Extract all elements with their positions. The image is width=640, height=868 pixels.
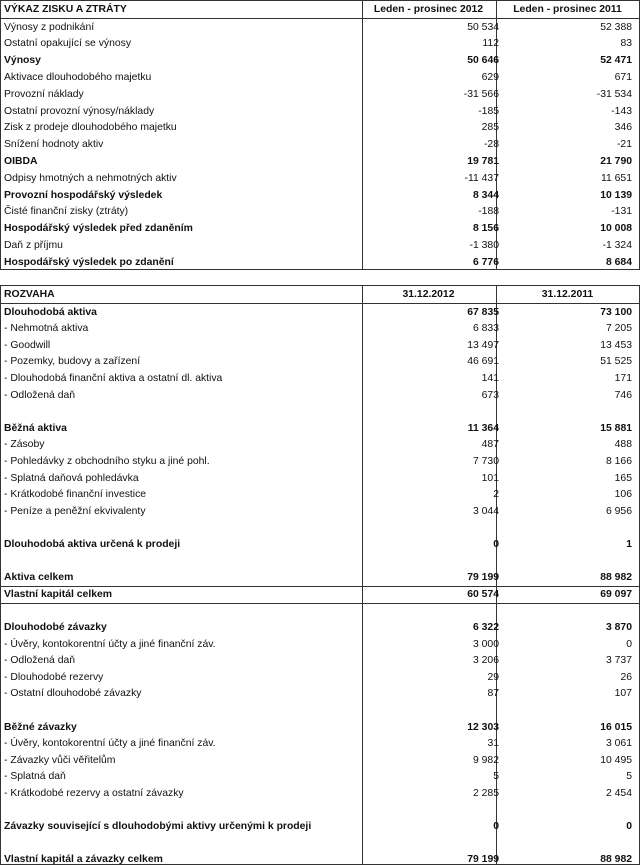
row-label: - Goodwill	[4, 339, 51, 351]
table-row	[0, 536, 640, 553]
table-row	[0, 370, 640, 387]
table-row	[0, 254, 640, 271]
income-period-2011: Leden - prosinec 2011	[513, 4, 622, 15]
row-value-2012: 5	[493, 771, 499, 783]
row-value-2012: 29	[487, 671, 499, 683]
row-label: OIBDA	[4, 155, 38, 167]
row-value-2012: 67 835	[467, 306, 499, 318]
row-value-2011: 106	[614, 489, 632, 501]
row-value-2011: 2 454	[605, 787, 632, 799]
row-label: Běžné závazky	[4, 721, 77, 733]
table-row	[0, 735, 640, 752]
row-label: - Odložená daň	[4, 389, 76, 401]
row-value-2012: 2 285	[472, 787, 499, 799]
row-value-2012: 8 156	[472, 223, 499, 235]
row-value-2011: 3 061	[605, 738, 632, 750]
table-row	[0, 553, 640, 570]
table-row	[0, 353, 640, 370]
row-value-2011: -1 324	[602, 239, 632, 251]
income-statement-header	[0, 1, 640, 19]
row-value-2012: 3 206	[472, 655, 499, 667]
row-label: Provozní hospodářský výsledek	[4, 189, 163, 201]
row-label: Ostatní provozní výnosy/náklady	[4, 105, 155, 117]
row-label: - Pozemky, budovy a zařízení	[4, 356, 141, 368]
table-row	[0, 52, 640, 69]
row-value-2011: 52 388	[600, 21, 632, 33]
row-label: - Krátkodobé rezervy a ostatní závazky	[4, 787, 184, 799]
balance-sheet-header	[0, 286, 640, 304]
table-row	[0, 486, 640, 503]
row-value-2012: 50 646	[467, 55, 499, 67]
income-statement-title: VÝKAZ ZISKU A ZTRÁTY	[4, 4, 127, 15]
table-row	[0, 619, 640, 636]
row-value-2011: 671	[614, 71, 632, 83]
table-row	[0, 669, 640, 686]
table-row	[0, 685, 640, 702]
table-row	[0, 436, 640, 453]
row-value-2011: 15 881	[600, 422, 632, 434]
row-value-2011: -21	[616, 139, 632, 151]
table-row	[0, 602, 640, 619]
table-row	[0, 719, 640, 736]
row-value-2012: 79 199	[467, 854, 499, 866]
table-row	[0, 835, 640, 852]
row-value-2011: 21 790	[600, 155, 632, 167]
row-value-2011: 8 166	[605, 455, 632, 467]
row-value-2011: 6 956	[605, 505, 632, 517]
row-value-2011: 346	[614, 122, 632, 134]
balance-date-2012: 31.12.2012	[402, 289, 455, 300]
table-row	[0, 187, 640, 204]
row-label: Aktiva celkem	[4, 572, 74, 584]
row-label: Čisté finanční zisky (ztráty)	[4, 206, 129, 218]
row-value-2011: 107	[614, 688, 632, 700]
row-label: Hospodářský výsledek po zdanění	[4, 256, 174, 268]
row-label: Dlouhodobá aktiva určená k prodeji	[4, 538, 181, 550]
table-row	[0, 237, 640, 254]
row-label: Běžná aktiva	[4, 422, 67, 434]
row-label: Odpisy hmotných a nehmotných aktiv	[4, 172, 177, 184]
table-row	[0, 337, 640, 354]
table-row	[0, 35, 640, 52]
row-label: - Splatná daňová pohledávka	[4, 472, 139, 484]
row-value-2012: 101	[481, 472, 499, 484]
row-label: - Dlouhodobá finanční aktiva a ostatní dl. aktiva	[4, 372, 223, 384]
row-value-2012: 13 497	[467, 339, 499, 351]
row-value-2011: 69 097	[600, 588, 632, 600]
row-value-2012: 19 781	[467, 155, 499, 167]
row-value-2011: 3 737	[605, 655, 632, 667]
row-value-2011: 16 015	[600, 721, 632, 733]
table-row	[0, 470, 640, 487]
row-label: - Odložená daň	[4, 655, 76, 667]
row-value-2011: 746	[614, 389, 632, 401]
income-period-2012: Leden - prosinec 2012	[373, 4, 484, 15]
row-value-2012: 12 303	[467, 721, 499, 733]
table-row	[0, 453, 640, 470]
row-value-2012: 46 691	[467, 356, 499, 368]
row-value-2011: 8 684	[605, 256, 632, 268]
row-value-2012: 60 574	[467, 588, 499, 600]
table-row	[0, 119, 640, 136]
row-value-2012: -31 566	[463, 88, 499, 100]
balance-sheet-title: ROZVAHA	[4, 289, 55, 300]
row-value-2011: 7 205	[605, 323, 632, 335]
row-label: Výnosy z podnikání	[4, 21, 95, 33]
table-row	[0, 586, 640, 604]
table-row	[0, 420, 640, 437]
table-row	[0, 153, 640, 170]
row-value-2011: 11 651	[600, 172, 632, 184]
row-label: Hospodářský výsledek před zdaněním	[4, 223, 193, 235]
table-row	[0, 403, 640, 420]
row-label: - Úvěry, kontokorentní účty a jiné finanční záv.	[4, 738, 216, 750]
row-label: - Ostatní dlouhodobé závazky	[4, 688, 142, 700]
row-value-2012: 629	[481, 71, 499, 83]
row-value-2012: 0	[493, 538, 499, 550]
row-value-2011: -131	[611, 206, 632, 218]
row-value-2012: 487	[481, 439, 499, 451]
row-value-2011: 88 982	[600, 854, 632, 866]
row-value-2011: 3 870	[605, 621, 632, 633]
table-row	[0, 203, 640, 220]
row-value-2011: 488	[614, 439, 632, 451]
row-value-2011: 171	[614, 372, 632, 384]
table-row	[0, 851, 640, 868]
row-value-2012: 50 534	[467, 21, 499, 33]
table-row	[0, 785, 640, 802]
balance-date-2011: 31.12.2011	[541, 289, 594, 300]
row-value-2012: -188	[478, 206, 499, 218]
table-row	[0, 19, 640, 36]
row-value-2011: -31 534	[596, 88, 632, 100]
row-value-2011: 88 982	[600, 572, 632, 584]
table-row	[0, 652, 640, 669]
table-row	[0, 304, 640, 321]
table-row	[0, 86, 640, 103]
row-value-2011: -143	[611, 105, 632, 117]
row-value-2012: 141	[481, 372, 499, 384]
row-value-2012: 112	[482, 38, 499, 50]
row-value-2012: 8 344	[472, 189, 499, 201]
row-label: - Krátkodobé finanční investice	[4, 489, 147, 501]
row-label: - Pohledávky z obchodního styku a jiné pohl.	[4, 455, 210, 467]
row-value-2012: 7 730	[472, 455, 499, 467]
row-value-2012: 673	[481, 389, 499, 401]
row-value-2011: 52 471	[600, 55, 632, 67]
row-value-2012: 3 044	[472, 505, 499, 517]
row-value-2012: 3 000	[472, 638, 499, 650]
row-label: Daň z příjmu	[4, 239, 63, 251]
row-label: - Úvěry, kontokorentní účty a jiné finanční záv.	[4, 638, 216, 650]
table-row	[0, 503, 640, 520]
row-value-2012: 79 199	[467, 572, 499, 584]
row-label: Vlastní kapitál a závazky celkem	[4, 854, 163, 866]
row-value-2011: 26	[620, 671, 632, 683]
row-value-2011: 13 453	[600, 339, 632, 351]
table-row	[0, 818, 640, 835]
row-value-2011: 10 008	[600, 223, 632, 235]
row-label: Závazky související s dlouhodobými aktivy určenými k prodeji	[4, 821, 312, 833]
table-row	[0, 768, 640, 785]
row-label: Provozní náklady	[4, 88, 84, 100]
row-label: - Zásoby	[4, 439, 45, 451]
row-value-2011: 1	[626, 538, 632, 550]
row-label: - Nehmotná aktiva	[4, 323, 89, 335]
table-row	[0, 636, 640, 653]
row-value-2012: -28	[483, 139, 499, 151]
row-label: - Splatná daň	[4, 771, 66, 783]
table-row	[0, 136, 640, 153]
row-label: Výnosy	[4, 55, 41, 67]
row-value-2012: 0	[493, 821, 499, 833]
row-value-2011: 10 139	[600, 189, 632, 201]
table-row	[0, 752, 640, 769]
table-row	[0, 702, 640, 719]
row-value-2012: 285	[481, 122, 499, 134]
row-value-2012: 9 982	[472, 754, 499, 766]
row-value-2012: -185	[478, 105, 499, 117]
row-value-2011: 165	[614, 472, 632, 484]
row-value-2012: 6 776	[472, 256, 499, 268]
table-row	[0, 170, 640, 187]
table-row	[0, 519, 640, 536]
row-label: Dlouhodobé závazky	[4, 621, 107, 633]
row-label: Ostatní opakující se výnosy	[4, 38, 132, 50]
row-value-2012: 2	[493, 489, 499, 501]
table-row	[0, 802, 640, 819]
row-label: Vlastní kapitál celkem	[4, 588, 113, 600]
table-row	[0, 220, 640, 237]
row-value-2011: 10 495	[600, 754, 632, 766]
row-value-2012: -1 380	[469, 239, 499, 251]
row-value-2012: 87	[487, 688, 499, 700]
row-label: Aktivace dlouhodobého majetku	[4, 71, 152, 83]
table-row	[0, 103, 640, 120]
row-value-2011: 0	[626, 821, 632, 833]
row-value-2011: 51 525	[600, 356, 632, 368]
row-value-2012: 31	[487, 738, 499, 750]
row-label: Dlouhodobá aktiva	[4, 306, 97, 318]
row-value-2012: 11 364	[467, 422, 499, 434]
row-value-2011: 83	[620, 38, 632, 50]
row-label: - Dlouhodobé rezervy	[4, 671, 104, 683]
row-value-2012: 6 322	[472, 621, 499, 633]
row-value-2011: 73 100	[600, 306, 632, 318]
table-row	[0, 320, 640, 337]
row-label: - Závazky vůči věřitelům	[4, 754, 116, 766]
table-row	[0, 387, 640, 404]
table-row	[0, 569, 640, 587]
row-label: - Peníze a peněžní ekvivalenty	[4, 505, 146, 517]
table-row	[0, 69, 640, 86]
row-value-2012: 6 833	[472, 323, 499, 335]
row-value-2011: 5	[626, 771, 632, 783]
row-label: Snížení hodnoty aktiv	[4, 139, 104, 151]
row-value-2012: -11 437	[464, 172, 499, 184]
row-label: Zisk z prodeje dlouhodobého majetku	[4, 122, 177, 134]
row-value-2011: 0	[626, 638, 632, 650]
